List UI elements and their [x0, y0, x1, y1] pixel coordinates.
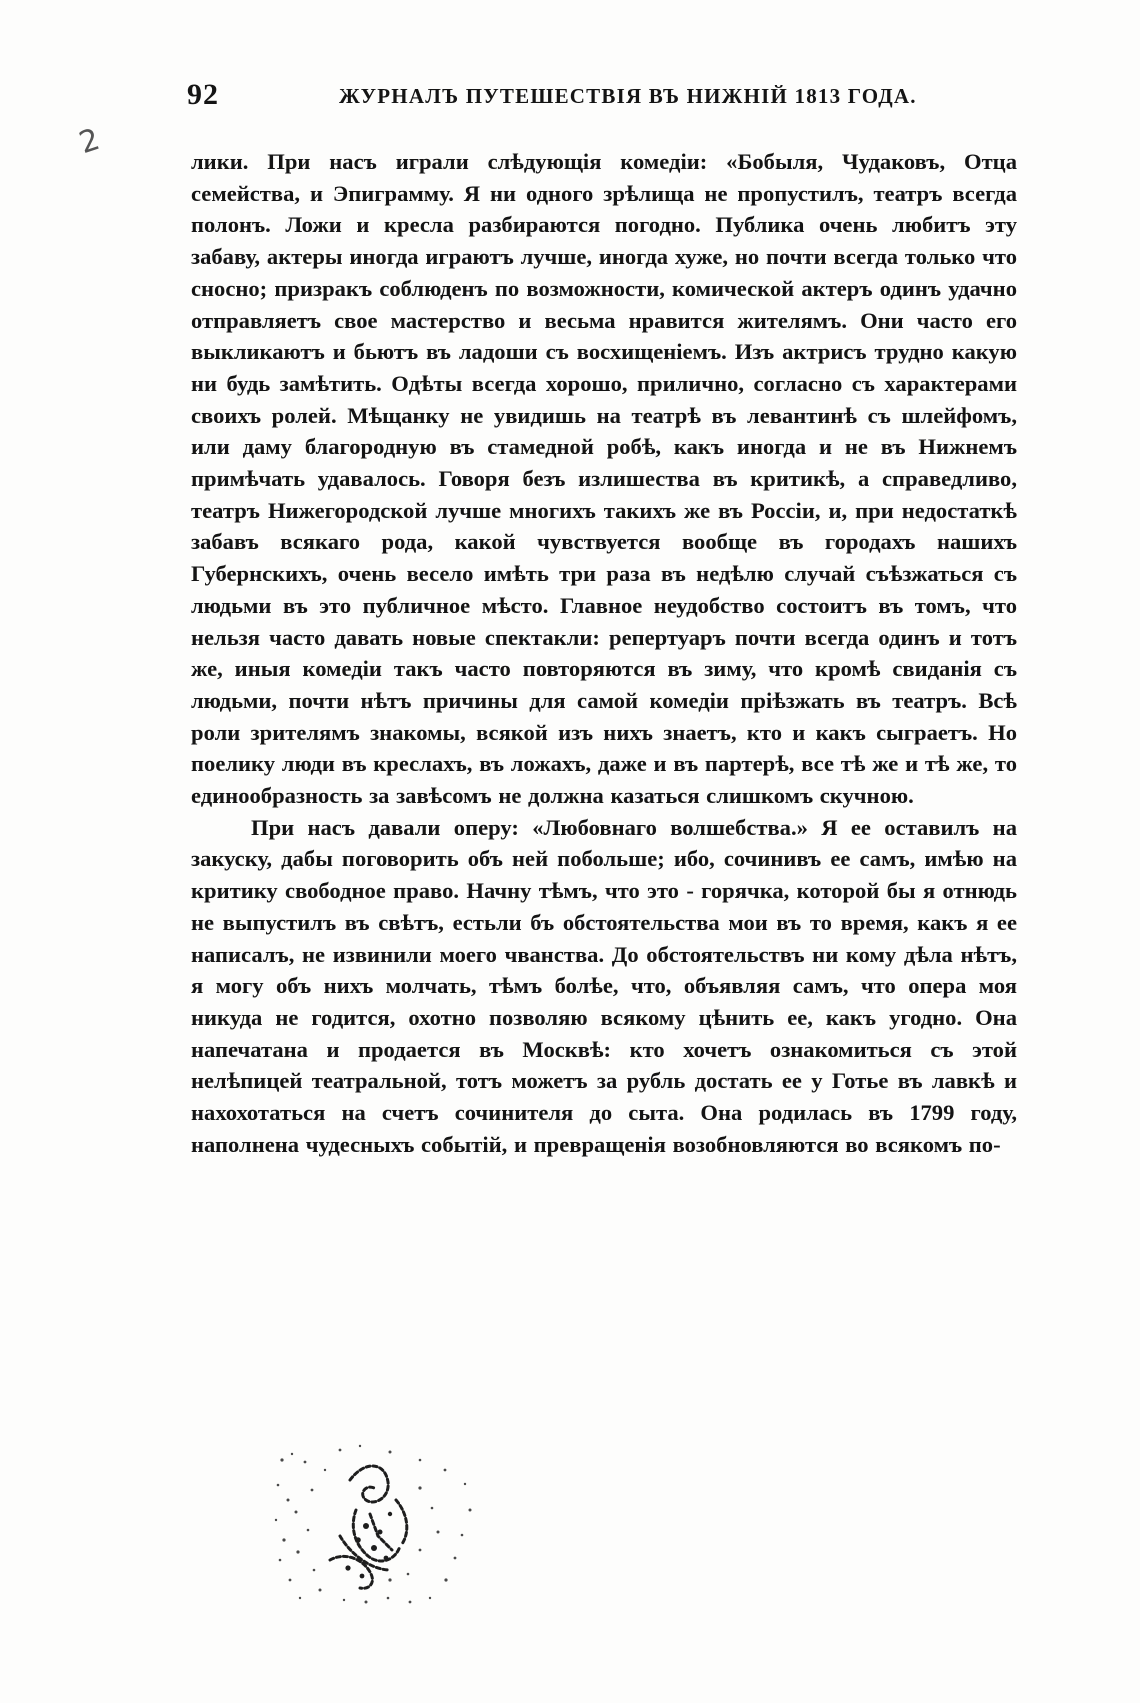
library-stamp-icon	[270, 1440, 480, 1610]
page-number: 92	[187, 78, 219, 111]
body-text	[191, 146, 1017, 1161]
paragraph-1: лики. При насъ играли слѣдующія комедіи: «Бобыля, Чудаковъ, Отца семейства, и Эпиграмму. Я ни одного зрѣлища не пропустилъ, театръ всегда полонъ. Ложи и кресла разбираются погодно. Публика очень любитъ эту забаву, актеры иногда играютъ лучше, иногда хуже, но почти всегда только что сносно; призракъ соблюденъ по возможности, комической актеръ одинъ удачно отправляетъ свое мастерство и весьма нравится жителямъ. Они часто его выкликаютъ и бьютъ въ ладоши съ восхищеніемъ. Изъ актрисъ трудно какую ни будь замѣтить. Одѣты всегда хорошо, прилично, согласно съ характерами своихъ ролей. Мѣщанку не увидишь на театрѣ въ левантинѣ съ шлейфомъ, или даму благородную въ стамедной робѣ, какъ иногда и не въ Нижнемъ примѣчать удавалось. Говоря безъ излишества въ критикѣ, а справедливо, театръ Нижегородской лучше многихъ такихъ же въ Россіи, и, при недостаткѣ забавъ всякаго рода, какой чувствуется вообще въ городахъ нашихъ Губернскихъ, очень весело имѣть три раза въ недѣлю случай съѣзжаться съ людьми въ это публичное мѣсто. Главное неудобство состоитъ въ томъ, что нельзя часто давать новые спектакли: репертуаръ почти всегда одинъ и тотъ же, иныя комедіи такъ часто повторяются въ зиму, что кромѣ свиданія съ людьми, почти нѣтъ причины для самой комедіи пріѣзжать въ театръ. Всѣ роли зрителямъ знакомы, всякой изъ нихъ знаетъ, кто и какъ сыграетъ. Но поелику люди въ креслахъ, въ ложахъ, даже и въ партерѣ, все тѣ же и тѣ же, то единообразность за завѣсомъ не должна казаться слишкомъ скучною.	[191, 149, 1017, 809]
page-header	[187, 78, 1017, 118]
running-title: ЖУРНАЛЪ ПУТЕШЕСТВІЯ ВЪ НИЖНІЙ 1813 ГОДА.	[339, 84, 917, 108]
margin-pencil-mark: 2	[75, 121, 105, 162]
paragraph-2: При насъ давали оперу: «Любовнаго волшебства.» Я ее оставилъ на закуску, дабы поговорить объ ней побольше; ибо, сочинивъ ее самъ, имѣю на критику свободное право. Начну тѣмъ, что это - горячка, которой бы я отнюдь не выпустилъ въ свѣтъ, естьли бъ обстоятельства мои въ то время, какъ я ее написалъ, не извинили моего чванства. До обстоятельствъ ни кому дѣла нѣтъ, я могу объ нихъ молчать, тѣмъ болѣе, что, объявляя самъ, что опера моя никуда не годится, охотно позволяю всякому цѣнить ее, какъ угодно. Она напечатана и продается въ Москвѣ: кто хочетъ ознакомиться съ этой нелѣпицей театральной, тотъ можетъ за рубль достать ее у Готье въ лавкѣ и нахохотаться на счетъ сочинителя до сыта. Она родилась въ 1799 году, наполнена чудесныхъ событій, и превращенія возобновляются во всякомъ по-	[191, 814, 1017, 1157]
